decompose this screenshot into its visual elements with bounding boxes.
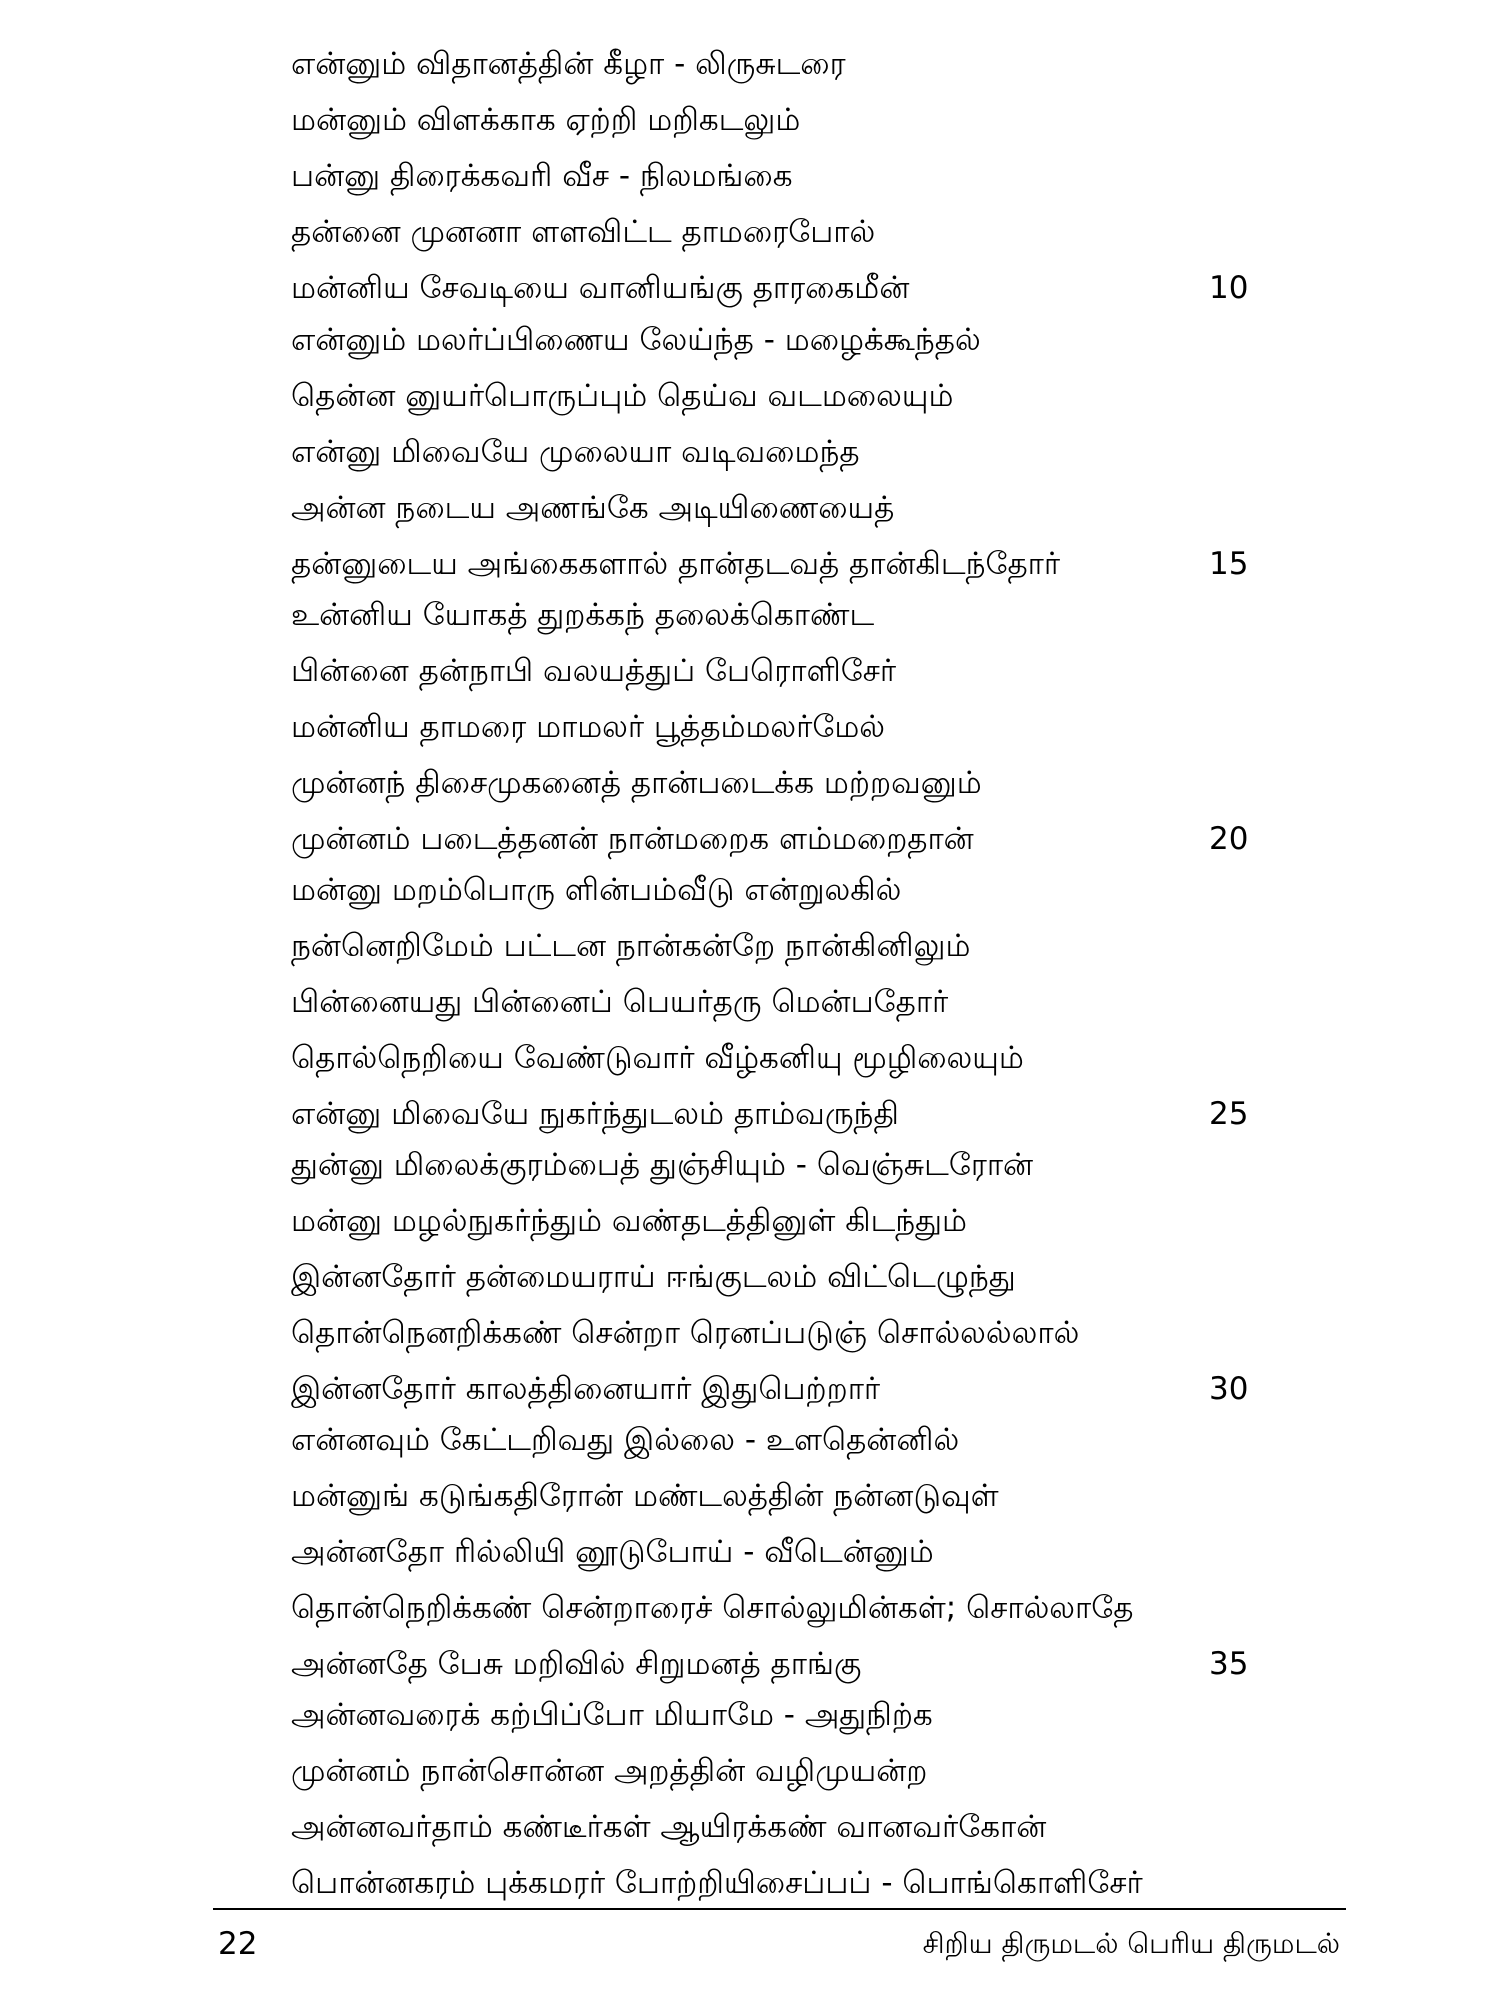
- poem-line-text: என்னும் மலர்ப்பிணைய லேய்ந்த - மழைக்கூந்தல்: [291, 322, 981, 358]
- poem-line: [291, 862, 1291, 918]
- poem-line: [291, 1687, 1291, 1743]
- poem-line-text: துன்னு மிலைக்குரம்பைத் துஞ்சியும் - வெஞ்சுடரோன்: [291, 1147, 1034, 1183]
- poem-line: [291, 1636, 1291, 1692]
- poem-line-text: இன்னதோர் தன்மையராய் ஈங்குடலம் விட்டெழுந்து: [291, 1259, 1016, 1295]
- poem-line-text: அன்னவர்தாம் கண்டீர்கள் ஆயிரக்கண் வானவர்கோன்: [291, 1809, 1047, 1845]
- poem-line: [291, 148, 1291, 204]
- poem-line-text: அன்னதோ ரில்லியி னூடுபோய் - வீடென்னும்: [291, 1534, 934, 1570]
- poem-line: [291, 1305, 1291, 1361]
- poem-line-text: தொன்நெனறிக்கண் சென்றா ரெனப்படுஞ் சொல்லல்லால்: [291, 1315, 1080, 1351]
- poem-line: [291, 480, 1291, 536]
- poem-line-text: அன்னவரைக் கற்பிப்போ மியாமே - அதுநிற்க: [291, 1697, 933, 1733]
- poem-line-text: முன்னம் படைத்தனன் நான்மறைக ளம்மறைதான்: [291, 821, 974, 857]
- poem-line-text: தன்னை முனனா ளளவிட்ட தாமரைபோல்: [291, 214, 876, 250]
- poem-line: [291, 424, 1291, 480]
- poem-line-text: மன்னு மழல்நுகர்ந்தும் வண்தடத்தினுள் கிடந்தும்: [291, 1203, 967, 1239]
- poem-line-text: என்னவும் கேட்டறிவது இல்லை - உளதென்னில்: [291, 1422, 960, 1458]
- poem-line-text: தன்னுடைய அங்கைகளால் தான்தடவத் தான்கிடந்தோர்: [291, 546, 1061, 582]
- poem-line-text: என்னும் விதானத்தின் கீழா - லிருசுடரை: [291, 46, 846, 82]
- poem-line-text: அன்ன நடைய அணங்கே அடியிணையைத்: [291, 490, 895, 526]
- poem-line-text: பன்னு திரைக்கவரி வீச - நிலமங்கை: [291, 158, 793, 194]
- poem-line: [291, 1086, 1291, 1142]
- poem-line-text: மன்னுங் கடுங்கதிரோன் மண்டலத்தின் நன்னடுவுள்: [291, 1478, 999, 1514]
- poem-line: [291, 260, 1291, 316]
- poem-line: [291, 368, 1291, 424]
- line-number: 15: [1209, 546, 1249, 582]
- poem-line: [291, 1855, 1291, 1911]
- poem-line-text: மன்னும் விளக்காக ஏற்றி மறிகடலும்: [291, 102, 801, 138]
- poem-line: [291, 699, 1291, 755]
- poem-line: [291, 312, 1291, 368]
- poem-line: [291, 1743, 1291, 1799]
- poem-line: [291, 1468, 1291, 1524]
- poem-line-text: மன்னு மறம்பொரு ளின்பம்வீடு என்றுலகில்: [291, 872, 902, 908]
- poem-line-text: மன்னிய தாமரை மாமலர் பூத்தம்மலர்மேல்: [291, 709, 886, 745]
- line-number: 35: [1209, 1646, 1249, 1682]
- poem-line: [291, 1030, 1291, 1086]
- poem-line: [291, 587, 1291, 643]
- poem-line: [291, 811, 1291, 867]
- poem-line-text: உன்னிய யோகத் துறக்கந் தலைக்கொண்ட: [291, 597, 875, 633]
- poem-line: [291, 92, 1291, 148]
- poem-line: [291, 36, 1291, 92]
- poem-line-text: என்னு மிவையே நுகர்ந்துடலம் தாம்வருந்தி: [291, 1096, 899, 1132]
- poem-line: [291, 204, 1291, 260]
- line-number: 10: [1209, 270, 1249, 306]
- poem-line-text: தொல்நெறியை வேண்டுவார் வீழ்கனியு மூழிலையும்: [291, 1040, 1024, 1076]
- poem-line-text: நன்னெறிமேம் பட்டன நான்கன்றே நான்கினிலும்: [291, 928, 971, 964]
- poem-line-text: முன்னம் நான்சொன்ன அறத்தின் வழிமுயன்ற: [291, 1753, 928, 1789]
- poem-line-text: பொன்னகரம் புக்கமரர் போற்றியிசைப்பப் - பொங்கொளிசேர்: [291, 1865, 1143, 1901]
- poem-line: [291, 1580, 1291, 1636]
- poem-line-text: என்னு மிவையே முலையா வடிவமைந்த: [291, 434, 860, 470]
- poem-line: [291, 755, 1291, 811]
- poem-line: [291, 1249, 1291, 1305]
- poem-line: [291, 536, 1291, 592]
- poem-line-text: தொன்நெறிக்கண் சென்றாரைச் சொல்லுமின்கள்; சொல்லாதே: [291, 1590, 1134, 1626]
- poem-line-text: தென்ன னுயர்பொருப்பும் தெய்வ வடமலையும்: [291, 378, 954, 414]
- poem-line-text: முன்னந் திசைமுகனைத் தான்படைக்க மற்றவனும்: [291, 765, 982, 801]
- poem-line-text: அன்னதே பேசு மறிவில் சிறுமனத் தாங்கு: [291, 1646, 862, 1682]
- line-number: 25: [1209, 1096, 1249, 1132]
- running-footer-title: சிறிய திருமடல் பெரிய திருமடல்: [922, 1927, 1340, 1960]
- poem-line: [291, 1137, 1291, 1193]
- poem-line-text: பின்னையது பின்னைப் பெயர்தரு மென்பதோர்: [291, 984, 949, 1020]
- poem-line: [291, 1361, 1291, 1417]
- poem-line-text: இன்னதோர் காலத்தினையார் இதுபெற்றார்: [291, 1371, 881, 1407]
- poem-line: [291, 1799, 1291, 1855]
- poem-line: [291, 1193, 1291, 1249]
- page-number: 22: [218, 1926, 258, 1962]
- poem-line: [291, 1524, 1291, 1580]
- poem-line-text: பின்னை தன்நாபி வலயத்துப் பேரொளிசேர்: [291, 653, 897, 689]
- line-number: 20: [1209, 821, 1249, 857]
- poem-line-text: மன்னிய சேவடியை வானியங்கு தாரகைமீன்: [291, 270, 910, 306]
- line-number: 30: [1209, 1371, 1249, 1407]
- poem-line: [291, 1412, 1291, 1468]
- poem-line: [291, 918, 1291, 974]
- footer-divider: [213, 1908, 1346, 1910]
- poem-line: [291, 643, 1291, 699]
- poem-line: [291, 974, 1291, 1030]
